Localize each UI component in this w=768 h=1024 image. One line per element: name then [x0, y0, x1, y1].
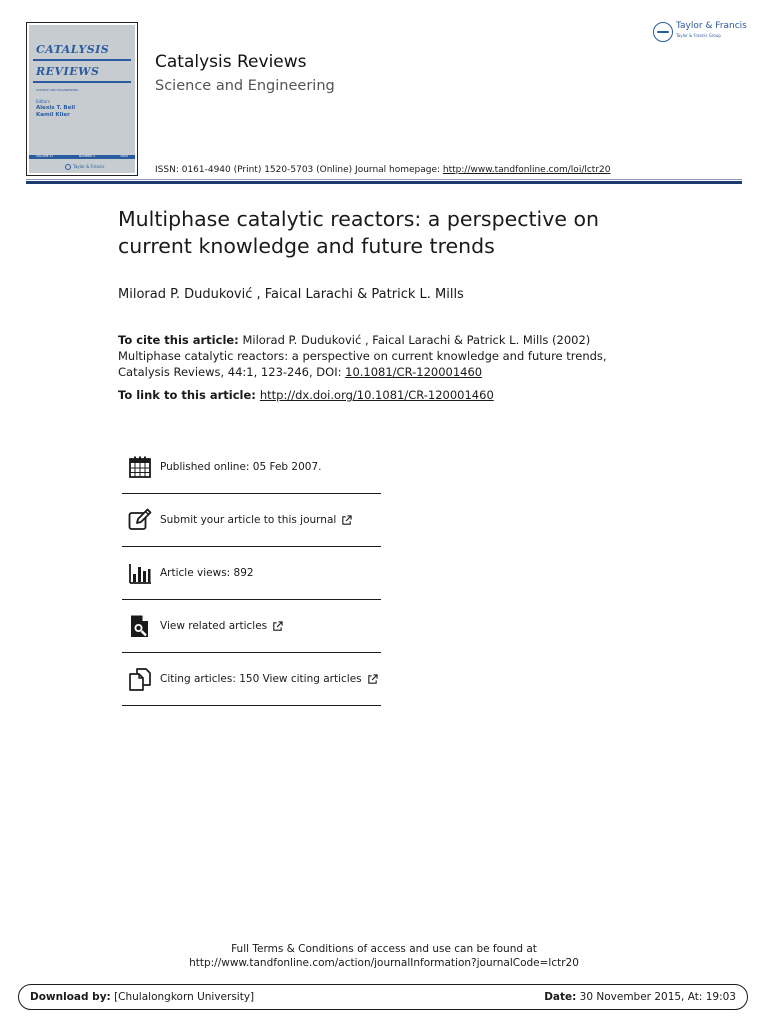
article-link-line	[118, 388, 494, 402]
article-authors: Milorad P. Duduković , Faical Larachi & Patrick L. Mills	[118, 287, 464, 302]
submit-article-label: Submit your article to this journal	[160, 514, 337, 526]
document-search-icon	[128, 614, 152, 638]
bar-chart-icon	[128, 561, 152, 585]
download-institution: [Chulalongkorn University]	[110, 991, 255, 1003]
cite-text: Milorad P. Duduković , Faical Larachi & Patrick L. Mills (2002) Multiphase catalytic reactors: a perspective on current knowledge and future trends, Catalysis Reviews, 44:1, 123-246, DOI:	[118, 333, 607, 379]
doi-link[interactable]: 10.1081/CR-120001460	[345, 365, 483, 379]
cover-editor-1: Alexis T. Bell	[36, 105, 76, 111]
downloaded-by	[30, 991, 254, 1003]
download-date	[544, 991, 736, 1003]
cover-editors-label: Editors	[36, 99, 50, 104]
journal-homepage-link[interactable]: http://www.tandfonline.com/loi/lctr20	[442, 165, 611, 175]
calendar-icon	[128, 455, 152, 479]
terms-line: Full Terms & Conditions of access and use can be found at	[231, 943, 537, 955]
published-row	[122, 441, 381, 494]
terms-url-link[interactable]: http://www.tandfonline.com/action/journalInformation?journalCode=lctr20	[189, 957, 579, 969]
date-label: Date:	[544, 991, 577, 1003]
citing-articles-link[interactable]	[160, 673, 378, 685]
publisher-name: Taylor & Francis	[676, 21, 747, 31]
cover-editor-2: Kamil Klier	[36, 112, 70, 118]
related-articles-row[interactable]	[122, 600, 381, 653]
terms-notice	[0, 942, 768, 970]
download-label: Download by:	[30, 991, 111, 1003]
cover-rule	[33, 81, 131, 83]
article-views-row	[122, 547, 381, 600]
cover-title-line2: REVIEWS	[36, 65, 100, 78]
article-doi-url-link[interactable]: http://dx.doi.org/10.1081/CR-120001460	[259, 388, 494, 402]
cover-subtitle: SCIENCE AND ENGINEERING	[36, 88, 79, 92]
article-views-count: Article views: 892	[160, 567, 254, 579]
citation-block	[118, 332, 638, 380]
view-related-articles-link[interactable]	[160, 620, 283, 632]
cover-year: 2005	[120, 154, 128, 158]
submit-article-row[interactable]	[122, 494, 381, 547]
cover-editors	[36, 98, 75, 119]
date-value: 30 November 2015, At: 19:03	[576, 991, 736, 1003]
edit-icon	[128, 508, 152, 532]
external-link-icon	[341, 515, 352, 526]
citing-articles-row[interactable]	[122, 653, 381, 706]
publisher-group: Taylor & Francis Group	[676, 33, 721, 38]
journal-cover-image	[26, 22, 138, 176]
journal-subtitle: Science and Engineering	[155, 78, 335, 94]
cover-publisher-logo	[65, 163, 105, 170]
issn-line	[155, 165, 610, 175]
published-date: Published online: 05 Feb 2007.	[160, 461, 322, 473]
link-label: To link to this article:	[118, 388, 256, 402]
issn-text: ISSN: 0161-4940 (Print) 1520-5703 (Online) Journal homepage:	[155, 165, 443, 175]
header-divider-thin	[26, 179, 742, 180]
cite-label: To cite this article:	[118, 333, 239, 347]
citing-articles-label: Citing articles: 150 View citing articles	[160, 673, 362, 685]
cover-art	[29, 25, 135, 173]
publisher-logo	[653, 22, 747, 42]
citing-documents-icon	[128, 667, 152, 691]
cover-footer-text	[36, 154, 128, 158]
taylor-francis-logo-icon	[653, 22, 673, 42]
article-info-list	[122, 441, 381, 706]
cover-rule	[33, 59, 131, 61]
header-divider	[26, 181, 742, 184]
publisher-logo-text	[676, 22, 747, 40]
journal-title: Catalysis Reviews	[155, 52, 307, 72]
cover-title-line1: CATALYSIS	[36, 43, 110, 56]
related-articles-label: View related articles	[160, 620, 268, 632]
external-link-icon	[272, 621, 283, 632]
cover-volume: VOLUME 47	[36, 154, 54, 158]
download-info-bar	[18, 984, 748, 1010]
cover-number: NUMBER 4	[78, 154, 95, 158]
article-title: Multiphase catalytic reactors: a perspective on current knowledge and future trends	[118, 207, 600, 258]
cover-logo-icon	[65, 164, 71, 170]
cover-publisher: Taylor & Francis	[73, 164, 105, 169]
external-link-icon	[367, 674, 378, 685]
submit-article-link[interactable]	[160, 514, 352, 526]
